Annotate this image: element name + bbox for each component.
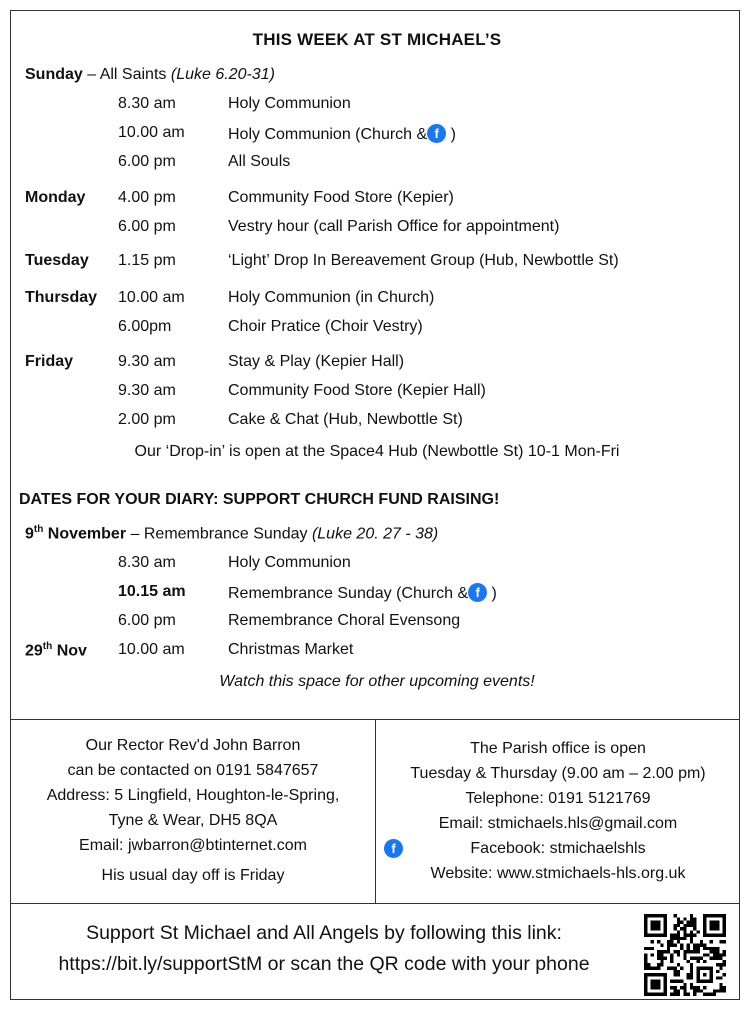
nov9-event-2 (228, 583, 497, 603)
nov9-event-2-text: Remembrance Sunday (Church & (228, 585, 469, 602)
support-text (24, 918, 624, 980)
office-line-1: The Parish office is open (470, 740, 646, 757)
nov29-date (25, 641, 87, 660)
nov9-sep: – (126, 525, 144, 543)
diary-heading: DATES FOR YOUR DIARY: SUPPORT CHURCH FUND RAISING! (19, 491, 500, 508)
office-hours: Tuesday & Thursday (9.00 am – 2.00 pm) (410, 765, 706, 782)
rector-line-2: can be contacted on 0191 5847657 (67, 762, 319, 779)
divider-bottom (10, 903, 740, 904)
sunday-heading (25, 66, 275, 84)
rector-address-2: Tyne & Wear, DH5 8QA (108, 812, 278, 829)
nov9-month: November (43, 525, 127, 543)
sunday-event-2-text: Holy Communion (Church & (228, 126, 428, 143)
friday-time-2: 9.30 am (118, 382, 176, 399)
office-facebook: Facebook: stmichaelshls (470, 840, 646, 857)
tuesday-time-1: 1.15 pm (118, 252, 176, 269)
friday-time-3: 2.00 pm (118, 411, 176, 428)
nov9-name: Remembrance Sunday (143, 525, 308, 543)
office-telephone: Telephone: 0191 5121769 (465, 790, 651, 807)
nov9-event-1: Holy Communion (228, 554, 351, 571)
nov9-time-2: 10.15 am (118, 583, 186, 600)
sunday-event-3: All Souls (228, 153, 291, 170)
friday-day: Friday (25, 353, 74, 370)
sunday-sep: – (82, 66, 100, 83)
support-line-1: Support St Michael and All Angels by following this link: (86, 922, 562, 944)
nov9-reading: (Luke 20. 27 - 38) (311, 525, 439, 543)
nov9-day-sup: th (33, 524, 44, 535)
monday-day: Monday (25, 189, 86, 206)
office-website: Website: www.stmichaels-hls.org.uk (430, 865, 686, 882)
nov29-day-sup: th (42, 641, 53, 652)
sunday-event-1: Holy Communion (228, 95, 351, 112)
monday-time-2: 6.00 pm (118, 218, 176, 235)
dropin-note: Our ‘Drop-in’ is open at the Space4 Hub (Newbottle St) 10-1 Mon-Fri (134, 443, 620, 460)
nov29-month: Nov (52, 642, 87, 660)
facebook-icon: f (384, 839, 403, 858)
facebook-icon: f (468, 583, 487, 602)
nov9-day-num: 9 (25, 525, 34, 543)
support-link: https://bit.ly/supportStM or scan the QR code with your phone (58, 953, 590, 975)
nov9-heading (25, 524, 438, 543)
nov9-time-3: 6.00 pm (118, 612, 176, 629)
nov9-event-3: Remembrance Choral Evensong (228, 612, 461, 629)
monday-event-2: Vestry hour (call Parish Office for appointment) (228, 218, 560, 235)
nov29-time: 10.00 am (118, 641, 185, 658)
rector-email: Email: jwbarron@btinternet.com (79, 837, 307, 854)
nov29-day-num: 29 (25, 642, 43, 660)
sunday-event-2 (228, 124, 456, 144)
tuesday-event-1: ‘Light’ Drop In Bereavement Group (Hub, Newbottle St) (228, 252, 619, 269)
friday-event-1: Stay & Play (Kepier Hall) (228, 353, 405, 370)
nov9-time-1: 8.30 am (118, 554, 176, 571)
monday-event-1: Community Food Store (Kepier) (228, 189, 454, 206)
office-facebook-row (378, 836, 738, 861)
rector-address-1: Address: 5 Lingfield, Houghton-le-Spring, (46, 787, 340, 804)
nov29-event: Christmas Market (228, 641, 354, 658)
parish-office-contact (378, 736, 738, 886)
rector-line-1: Our Rector Rev'd John Barron (85, 737, 301, 754)
thursday-time-1: 10.00 am (118, 289, 185, 306)
sunday-time-2: 10.00 am (118, 124, 185, 141)
office-email: Email: stmichaels.hls@gmail.com (438, 815, 678, 832)
thursday-day: Thursday (25, 289, 98, 306)
qr-code (644, 914, 726, 996)
nov9-event-2-suffix: ) (487, 585, 497, 602)
friday-event-2: Community Food Store (Kepier Hall) (228, 382, 486, 399)
monday-time-1: 4.00 pm (118, 189, 176, 206)
thursday-event-2: Choir Pratice (Choir Vestry) (228, 318, 423, 335)
tuesday-day: Tuesday (25, 252, 89, 269)
divider-vertical (375, 720, 376, 903)
sunday-event-2-suffix: ) (446, 126, 456, 143)
sunday-name: All Saints (99, 66, 167, 83)
page-title: THIS WEEK AT ST MICHAEL’S (252, 30, 502, 49)
sunday-reading: (Luke 6.20-31) (170, 66, 275, 83)
thursday-event-1: Holy Communion (in Church) (228, 289, 435, 306)
rector-day-off: His usual day off is Friday (101, 867, 285, 884)
rector-contact (12, 733, 374, 888)
sunday-time-3: 6.00 pm (118, 153, 176, 170)
sunday-day: Sunday (25, 66, 83, 83)
friday-event-3: Cake & Chat (Hub, Newbottle St) (228, 411, 463, 428)
thursday-time-2: 6.00pm (118, 318, 172, 335)
facebook-icon: f (427, 124, 446, 143)
watch-note: Watch this space for other upcoming events! (219, 673, 535, 690)
sunday-time-1: 8.30 am (118, 95, 176, 112)
friday-time-1: 9.30 am (118, 353, 176, 370)
